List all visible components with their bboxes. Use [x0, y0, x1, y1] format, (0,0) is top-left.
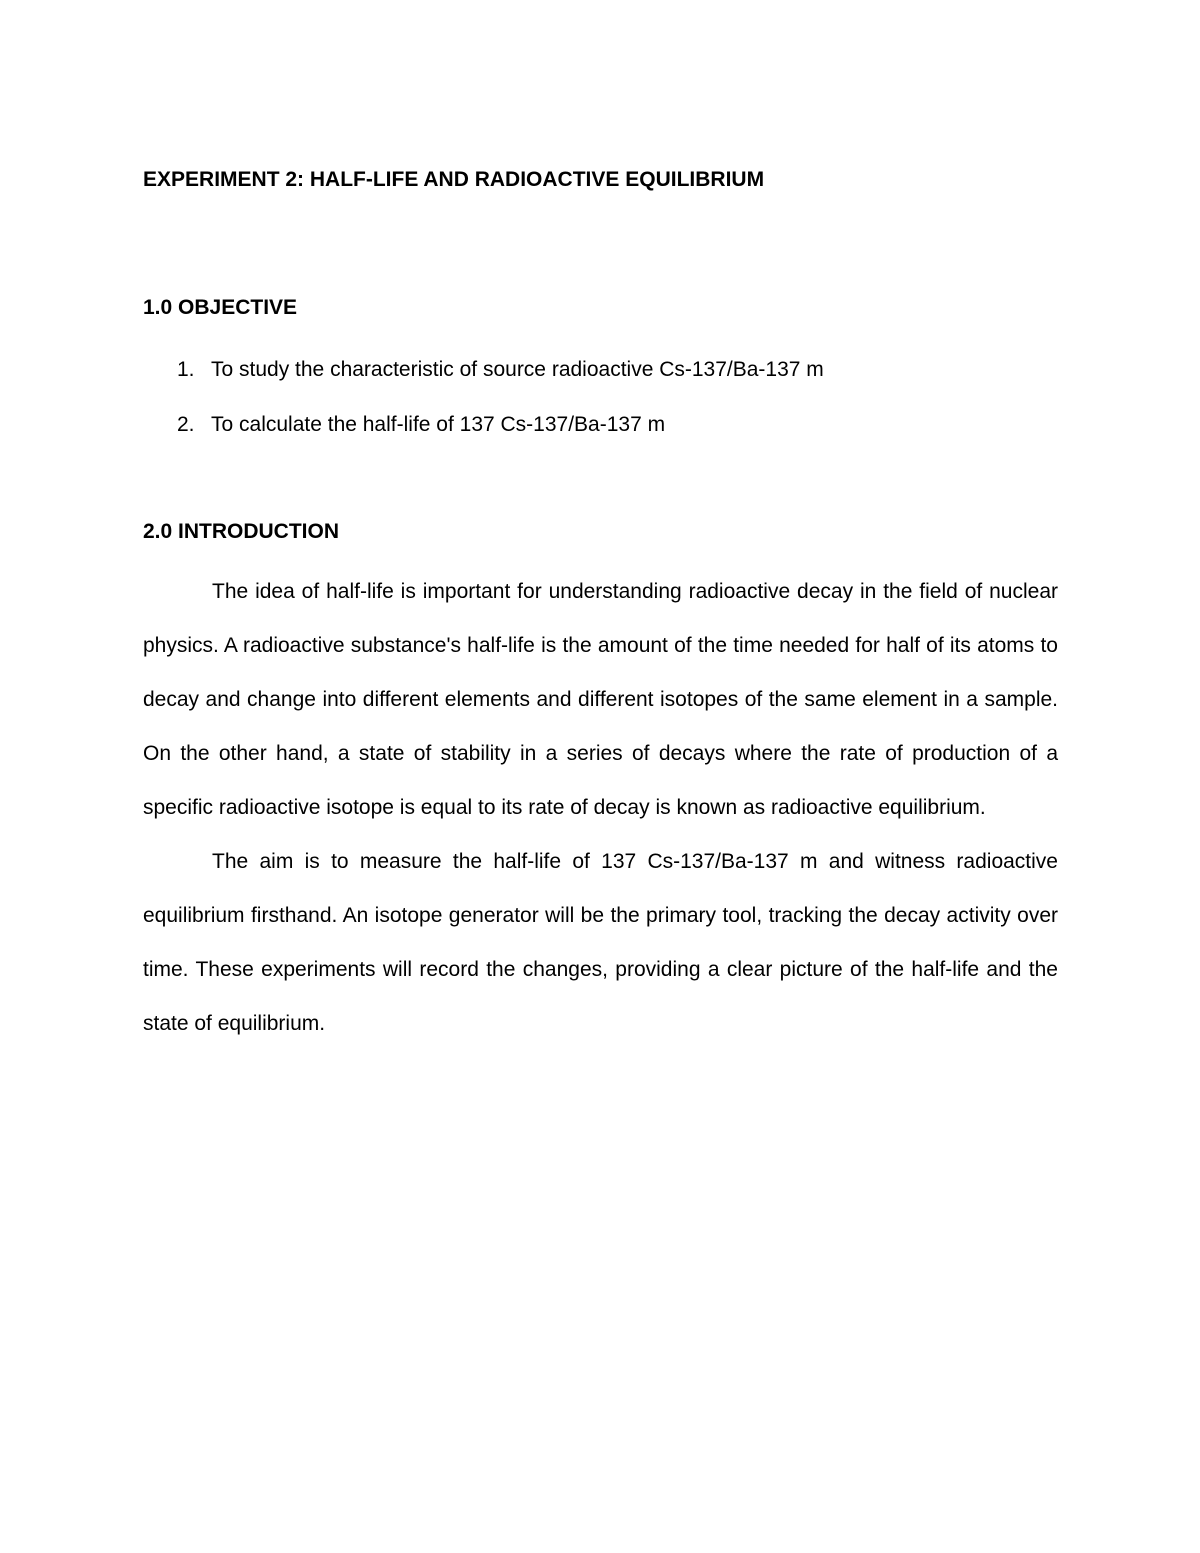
objective-number: 1. — [177, 358, 195, 381]
objective-heading: 1.0 OBJECTIVE — [143, 296, 298, 319]
objective-number: 2. — [177, 413, 195, 436]
introduction-body — [143, 565, 1058, 1051]
objective-text: To study the characteristic of source radioactive Cs-137/Ba-137 m — [211, 358, 824, 381]
document-title: EXPERIMENT 2: HALF-LIFE AND RADIOACTIVE EQUILIBRIUM — [143, 168, 765, 191]
objective-item-2 — [143, 411, 824, 439]
introduction-paragraph: The aim is to measure the half-life of 137 Cs-137/Ba-137 m and witness radioactive equilibrium firsthand. An isotope generator will be the primary tool, tracking the decay activity over time. These experiments will record the changes, providing a clear picture of the half-life and the state of equilibrium. — [143, 850, 1058, 1035]
objectives-list — [143, 356, 824, 466]
introduction-paragraph: The idea of half-life is important for understanding radioactive decay in the field of nuclear physics. A radioactive substance's half-life is the amount of the time needed for half of its atoms to decay and change into different elements and different isotopes of the same element in a sample. On the other hand, a state of stability in a series of decays where the rate of production of a specific radioactive isotope is equal to its rate of decay is known as radioactive equilibrium. — [143, 580, 1058, 819]
objective-text: To calculate the half-life of 137 Cs-137/Ba-137 m — [211, 413, 666, 436]
objective-item-1 — [143, 356, 824, 384]
introduction-heading: 2.0 INTRODUCTION — [143, 520, 340, 543]
